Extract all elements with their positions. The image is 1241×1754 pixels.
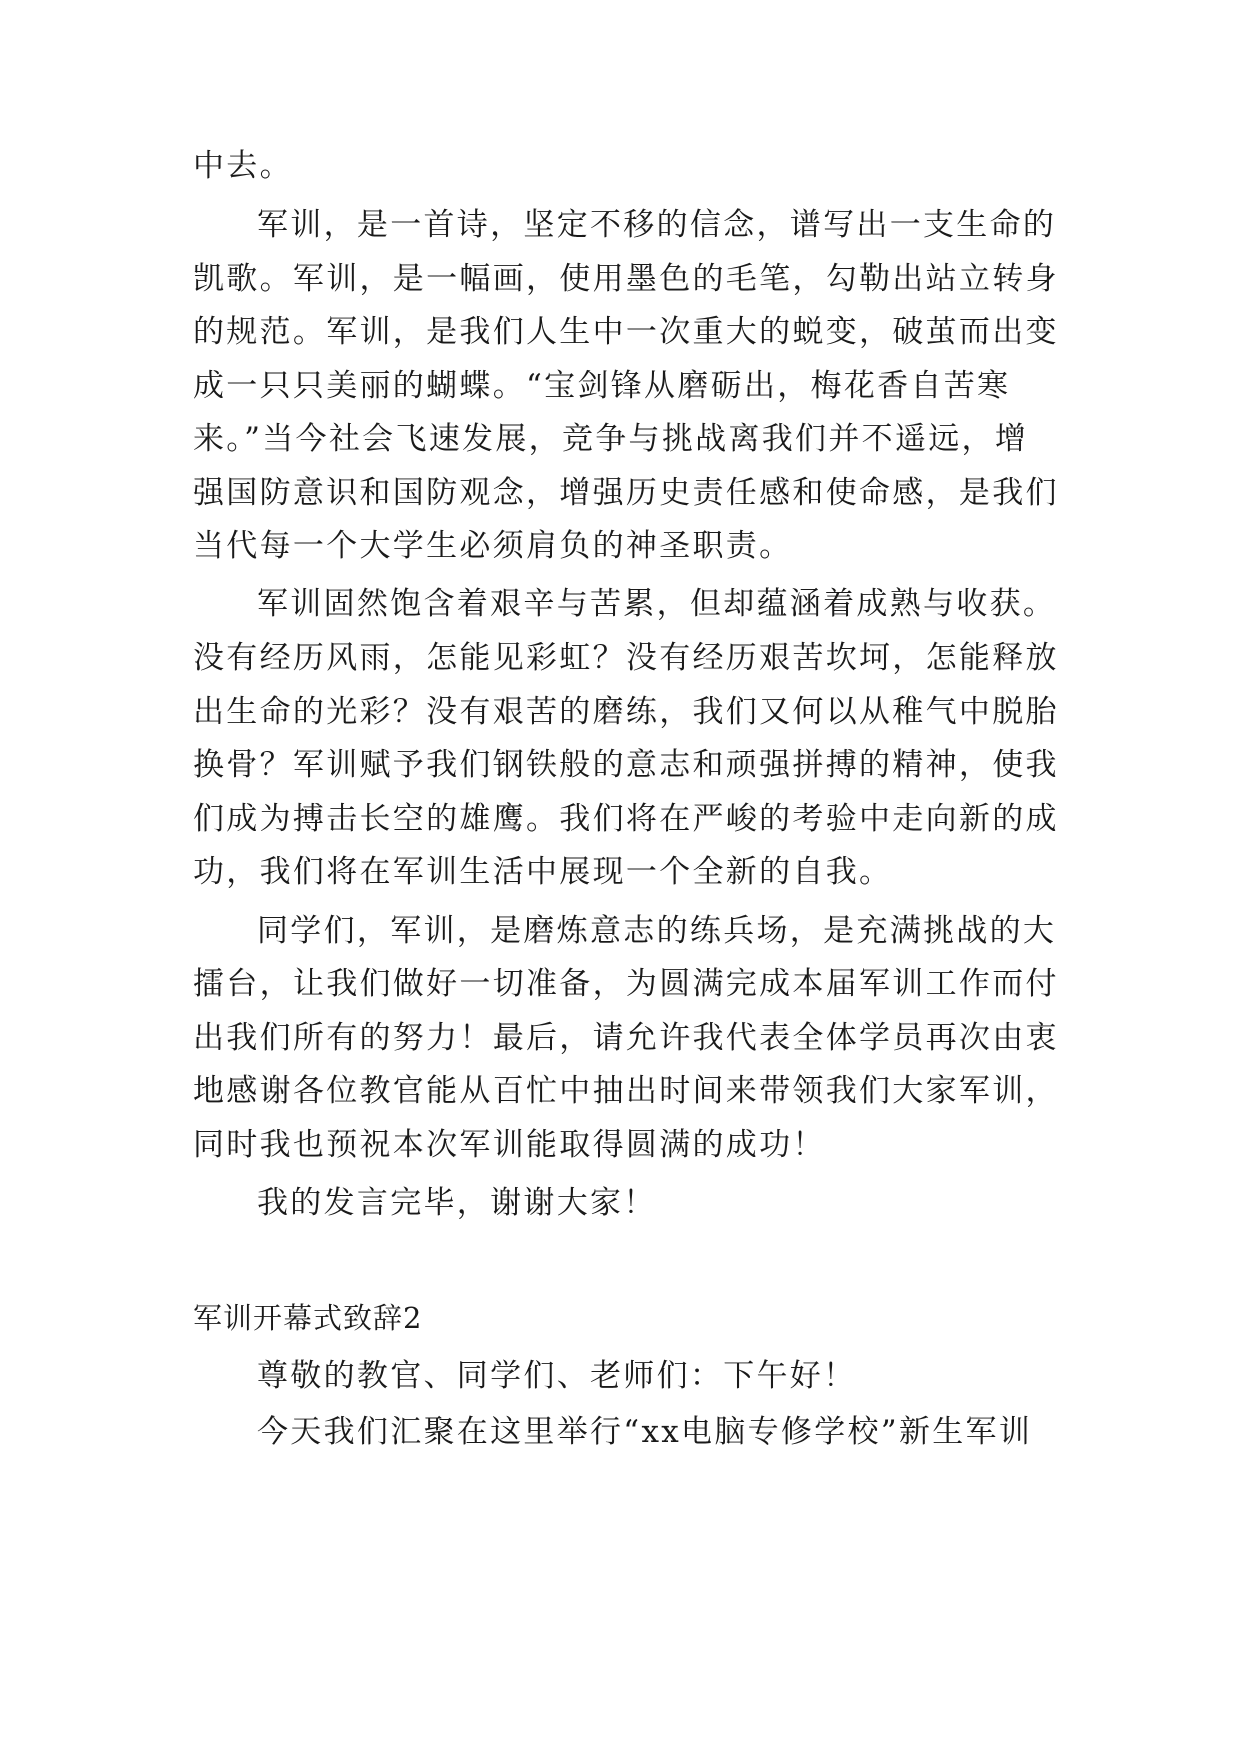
text-line: 出我们所有的努力！最后，请允许我代表全体学员再次由衷 — [193, 1020, 1059, 1056]
section-title: 军训开幕式致辞2 — [193, 1301, 423, 1335]
text-line: 功，我们将在军训生活中展现一个全新的自我。 — [193, 854, 893, 890]
text-line: 擂台，让我们做好一切准备，为圆满完成本届军训工作而付 — [193, 966, 1059, 1002]
text-line: 同学们，军训，是磨炼意志的练兵场，是充满挑战的大 — [257, 913, 1057, 949]
text-line: 中去。 — [193, 148, 293, 184]
text-line: 们成为搏击长空的雄鹰。我们将在严峻的考验中走向新的成 — [193, 801, 1059, 837]
text-line: 我的发言完毕，谢谢大家！ — [257, 1185, 657, 1221]
text-line: 来。”当今社会飞速发展，竞争与挑战离我们并不遥远，增 — [193, 421, 1029, 457]
text-line: 出生命的光彩？没有艰苦的磨练，我们又何以从稚气中脱胎 — [193, 694, 1059, 730]
text-line: 地感谢各位教官能从百忙中抽出时间来带领我们大家军训， — [193, 1073, 1059, 1109]
text-line: 换骨？军训赋予我们钢铁般的意志和顽强拼搏的精神，使我 — [193, 747, 1059, 783]
greeting-line: 尊敬的教官、同学们、老师们：下午好！ — [257, 1358, 857, 1394]
text-line: 没有经历风雨，怎能见彩虹？没有经历艰苦坎坷，怎能释放 — [193, 640, 1059, 676]
text-line: 成一只只美丽的蝴蝶。“宝剑锋从磨砺出，梅花香自苦寒 — [193, 368, 1011, 404]
text-line: 军训，是一首诗，坚定不移的信念，谱写出一支生命的 — [257, 207, 1057, 243]
text-line: 的规范。军训，是我们人生中一次重大的蜕变，破茧而出变 — [193, 314, 1059, 350]
text-line: 当代每一个大学生必须肩负的神圣职责。 — [193, 528, 793, 564]
text-line: 今天我们汇聚在这里举行“xx电脑专修学校”新生军训 — [257, 1414, 1033, 1450]
text-line: 军训固然饱含着艰辛与苦累，但却蕴涵着成熟与收获。 — [257, 586, 1057, 622]
text-line: 强国防意识和国防观念，增强历史责任感和使命感，是我们 — [193, 475, 1059, 511]
text-line: 凯歌。军训，是一幅画，使用墨色的毛笔，勾勒出站立转身 — [193, 261, 1059, 297]
text-line: 同时我也预祝本次军训能取得圆满的成功！ — [193, 1127, 826, 1163]
